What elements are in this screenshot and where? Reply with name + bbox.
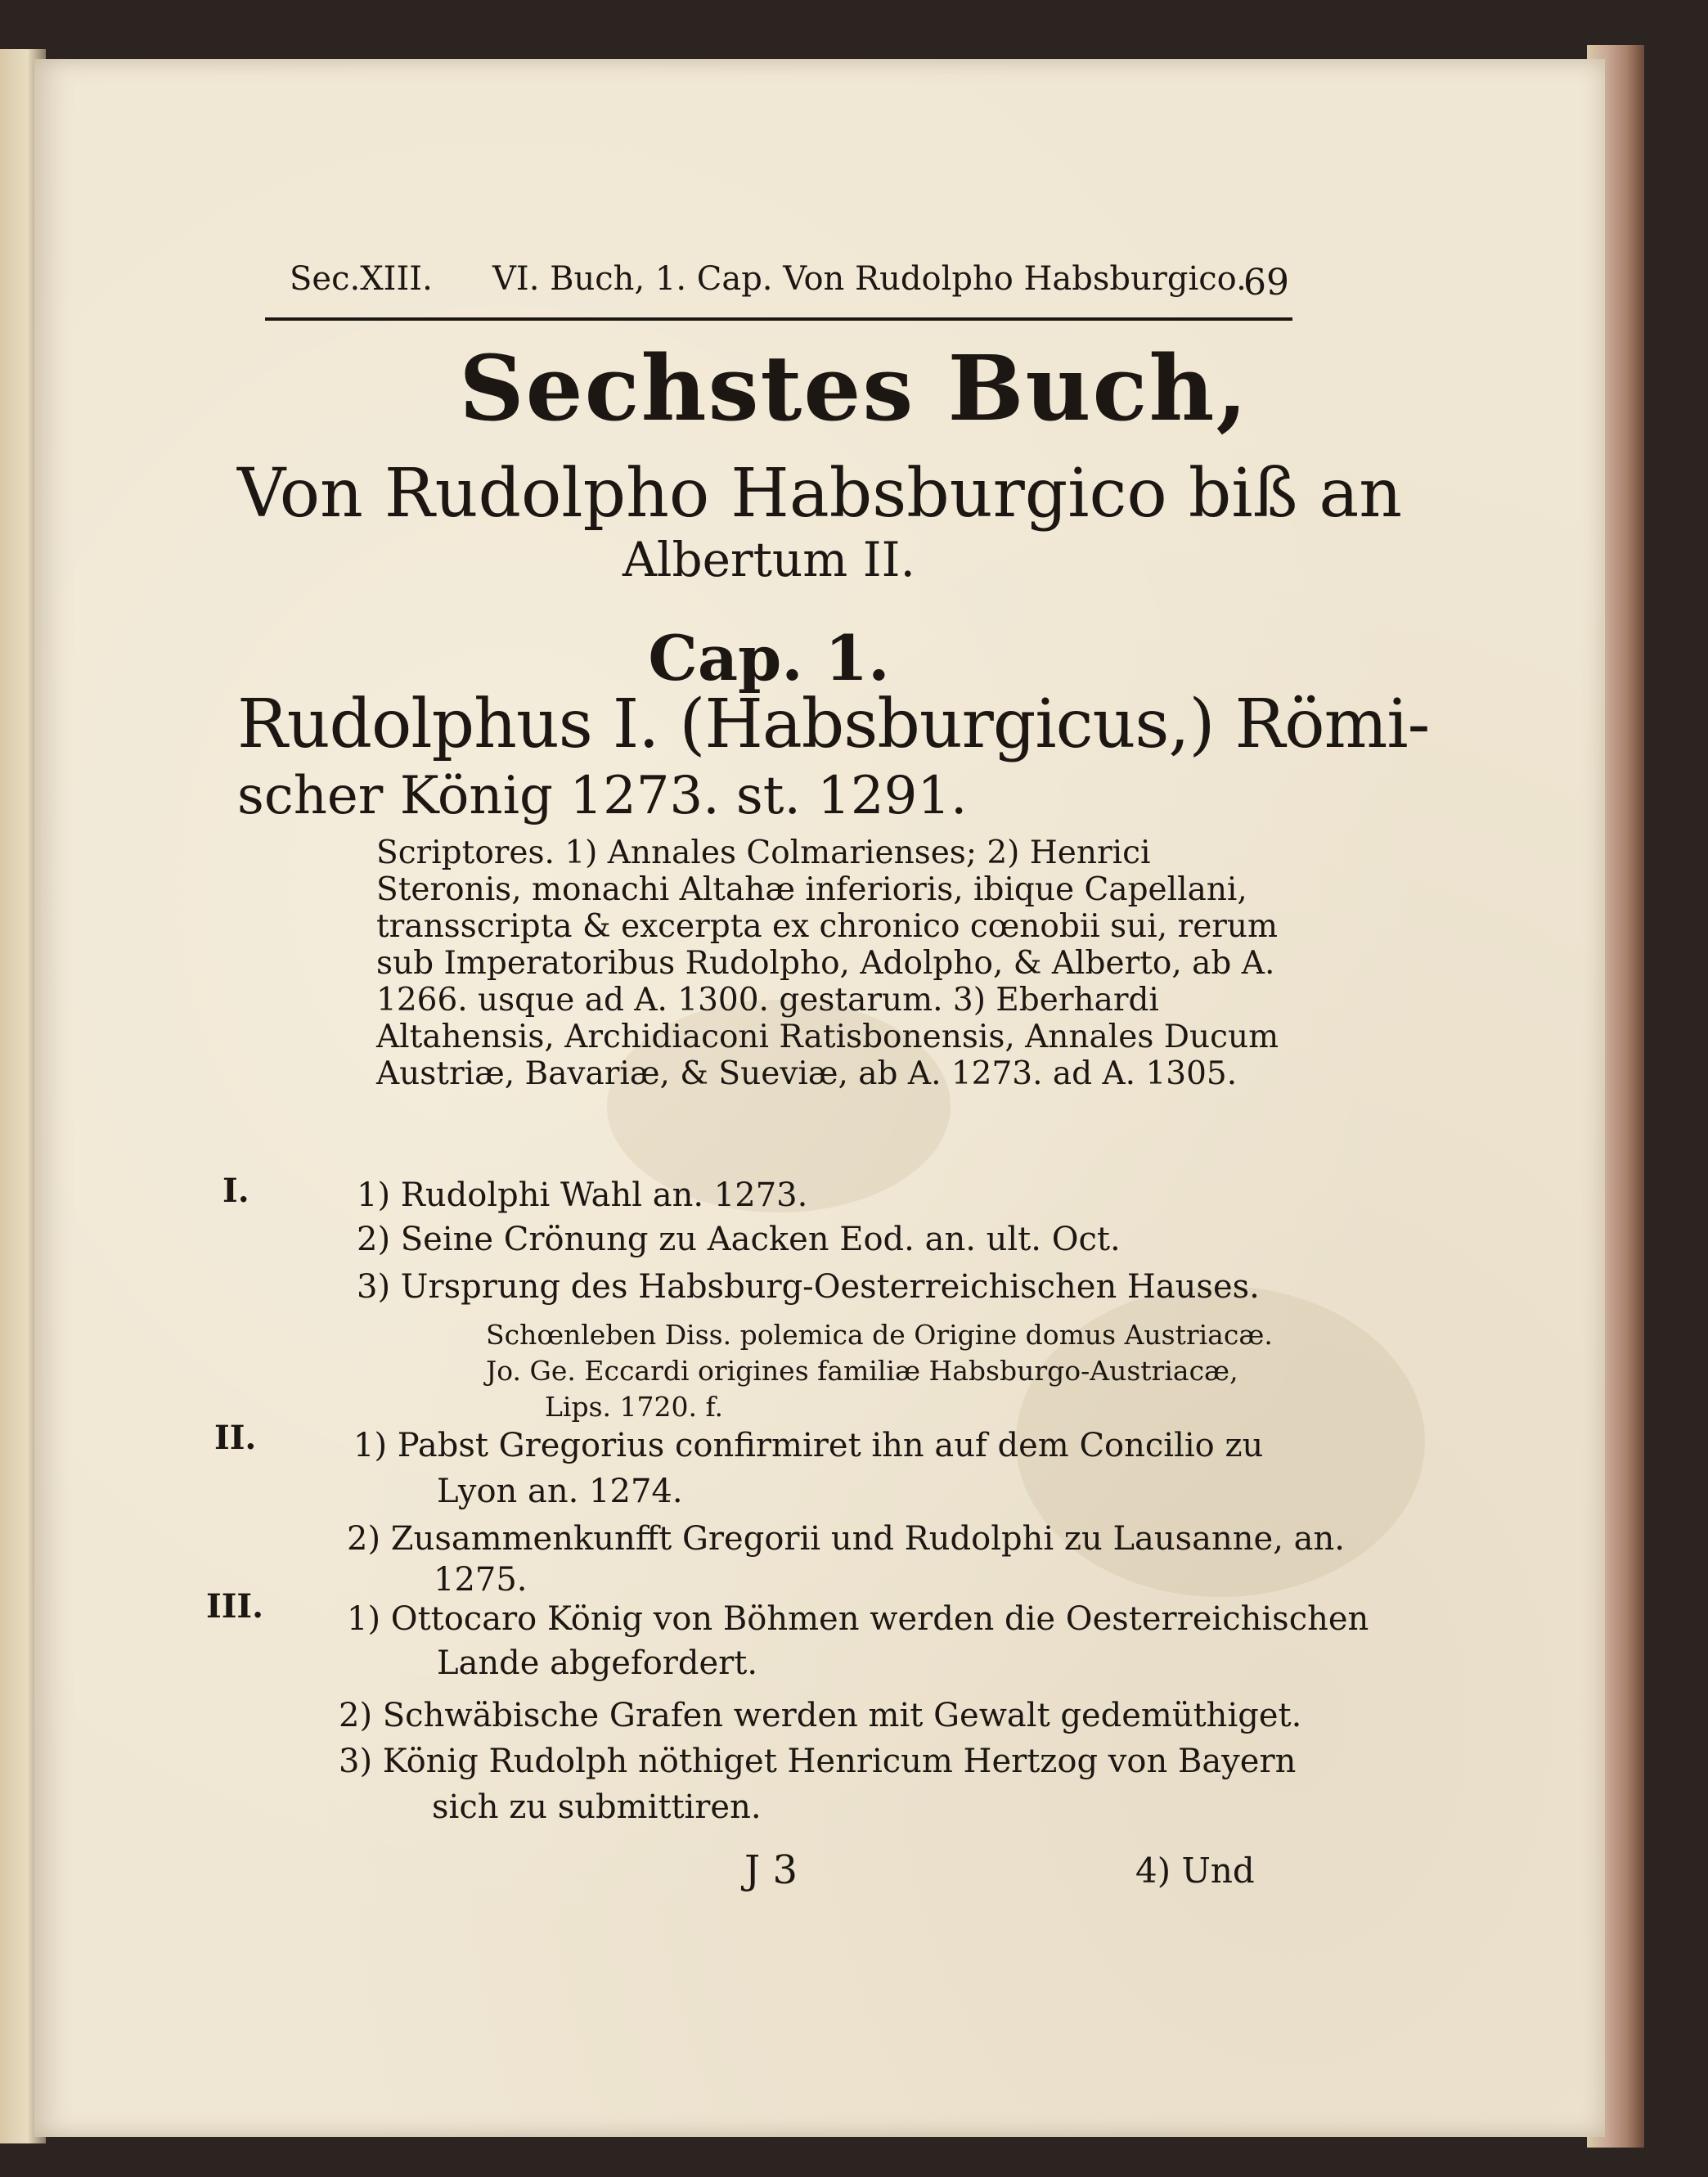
list-item: 1) Pabst Gregorius confirmiret ihn auf dem Concilio zu [353, 1427, 1264, 1464]
chapter-heading-line1: Rudolphus I. (Habsburgicus,) Römi- [237, 686, 1430, 763]
book-title: Sechstes Buch, [459, 335, 1249, 441]
catchword: 4) Und [1135, 1851, 1255, 1891]
scriptores-paragraph: Scriptores. 1) Annales Colmarienses; 2) Henrici Steronis, monachi Altahæ inferioris, ibique Capellani, transscripta & excerpta ex chronico cœnobii sui, rerum sub Imperatoribus Rudolpho, Adolpho, & Alberto, ab A. 1266. usque ad A. 1300. gestarum. 3) Eberhardi Altahensis, Archidiaconi Ratisbonensis, Annales Ducum Austriæ, Bavariæ, & Sueviæ, ab A. 1273. ad A. 1305. [376, 834, 1279, 1092]
list-item: 1) Ottocaro König von Böhmen werden die Oesterreichischen [347, 1600, 1369, 1638]
list-item: 1) Rudolphi Wahl an. 1273. [357, 1176, 808, 1214]
chapter-heading-line2: scher König 1273. st. 1291. [237, 766, 968, 826]
list-item: 3) König Rudolph nöthiget Henricum Hertzog von Bayern [339, 1743, 1297, 1780]
source-reference: Schœnleben Diss. polemica de Origine domus Austriacæ. [486, 1319, 1273, 1351]
list-item: 1275. [434, 1561, 528, 1599]
header-section: Sec.XIII. [290, 260, 433, 298]
section-numeral: I. [222, 1172, 249, 1210]
source-reference: Lips. 1720. f. [545, 1391, 723, 1423]
page-number: 69 [1243, 262, 1289, 304]
list-item: Lyon an. 1274. [437, 1473, 683, 1510]
chapter-title: Cap. 1. [648, 622, 890, 695]
list-item: 2) Seine Crönung zu Aacken Eod. an. ult. Oct. [357, 1221, 1121, 1258]
section-numeral: III. [206, 1587, 264, 1626]
source-reference: Jo. Ge. Eccardi origines familiæ Habsburgo-Austriacæ, [486, 1355, 1238, 1387]
header-rule [265, 317, 1292, 321]
list-item: 3) Ursprung des Habsburg-Oesterreichischen Hauses. [357, 1268, 1260, 1306]
signature-mark: J 3 [744, 1847, 798, 1893]
list-item: Lande abgefordert. [437, 1644, 758, 1682]
section-numeral: II. [214, 1419, 257, 1457]
book-subtitle-line2: Albertum II. [623, 532, 915, 587]
running-header [290, 260, 1289, 326]
list-item: 2) Zusammenkunfft Gregorii und Rudolphi zu Lausanne, an. [347, 1520, 1345, 1558]
list-item: sich zu submittiren. [432, 1788, 762, 1826]
header-running-title: VI. Buch, 1. Cap. Von Rudolpho Habsburgico. [492, 260, 1247, 298]
list-item: 2) Schwäbische Grafen werden mit Gewalt gedemüthiget. [339, 1697, 1302, 1734]
book-subtitle-line1: Von Rudolpho Habsburgico biß an [237, 455, 1403, 533]
